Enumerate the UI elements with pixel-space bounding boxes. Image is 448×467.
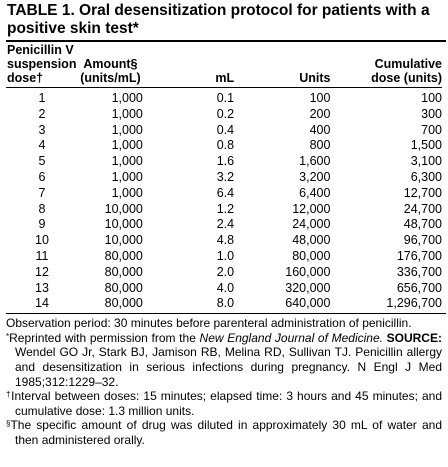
- table-row: [6, 265, 442, 281]
- cell-units: 800: [309, 138, 331, 153]
- footnote-asterisk: *Reprinted with permission from the New England Journal of Medicine. SOURCE: Wendel GO Jr, Stark BJ, Jamison RB, Melina RD, Sullivan TJ. Penicillin allergy and desensitization in serious infections during pregnancy. N Engl J Med 1985;312:1229–32.: [6, 330, 442, 389]
- cell-units: 160,000: [285, 264, 331, 279]
- cell-cumulative-dose: 176,700: [396, 248, 442, 263]
- table-row: [6, 88, 442, 107]
- table-row: [6, 170, 442, 186]
- table-notes: [6, 314, 442, 447]
- cell-cumulative-dose: 700: [421, 122, 442, 137]
- table-row: [6, 296, 442, 313]
- cell-cumulative-dose: 96,700: [403, 233, 442, 248]
- table-row: [6, 123, 442, 139]
- cell-ml: 0.1: [216, 91, 235, 105]
- cell-ml: 1.0: [216, 248, 235, 263]
- cell-dose-number: 13: [35, 280, 49, 295]
- table-row: [6, 154, 442, 170]
- cell-amount: 1,000: [111, 169, 143, 184]
- cell-ml: 8.0: [216, 296, 235, 311]
- cell-dose-number: 14: [35, 296, 49, 311]
- cell-cumulative-dose: 336,700: [396, 264, 442, 279]
- cell-dose-number: 2: [38, 106, 46, 121]
- cell-dose-number: 10: [35, 233, 49, 248]
- cell-units: 320,000: [285, 280, 331, 295]
- table-body: [6, 88, 442, 314]
- cell-units: 12,000: [292, 201, 331, 216]
- cell-units: 24,000: [292, 217, 331, 232]
- cell-dose-number: 9: [38, 217, 46, 232]
- cell-amount: 80,000: [104, 248, 143, 263]
- cell-amount: 80,000: [104, 296, 143, 311]
- observation-note: Observation period: 30 minutes before parenteral administration of penicillin.: [6, 316, 412, 331]
- cell-ml: 0.8: [216, 138, 235, 153]
- cell-ml: 6.4: [216, 185, 235, 200]
- cell-ml: 4.0: [216, 280, 235, 295]
- cell-units: 6,400: [299, 185, 331, 200]
- cell-units: 400: [309, 122, 331, 137]
- cell-amount: 1,000: [111, 185, 143, 200]
- table-row: [6, 107, 442, 123]
- cell-cumulative-dose: 300: [421, 106, 442, 121]
- header-suspension-dose: Penicillin V suspension dose†: [7, 43, 77, 85]
- cell-amount: 1,000: [111, 106, 143, 121]
- cell-dose-number: 7: [38, 185, 46, 200]
- cell-dose-number: 6: [38, 169, 46, 184]
- header-cumulative: Cumulative dose (units): [371, 57, 442, 85]
- table-row: [6, 138, 442, 154]
- cell-dose-number: 5: [38, 154, 46, 169]
- cell-amount: 1,000: [111, 138, 143, 153]
- cell-units: 640,000: [285, 296, 331, 311]
- table-header: [6, 42, 442, 88]
- cell-cumulative-dose: 24,700: [403, 201, 442, 216]
- table-row: [6, 233, 442, 249]
- cell-units: 1,600: [299, 154, 331, 169]
- cell-amount: 10,000: [104, 201, 143, 216]
- table-row: [6, 186, 442, 202]
- table-row: [6, 217, 442, 233]
- cell-dose-number: 3: [38, 122, 46, 137]
- cell-cumulative-dose: 100: [421, 91, 442, 105]
- cell-ml: 3.2: [216, 169, 235, 184]
- cell-cumulative-dose: 3,100: [410, 154, 442, 169]
- table-row: [6, 202, 442, 218]
- header-amount: Amount§ (units/mL): [80, 57, 141, 85]
- table-row: [6, 249, 442, 265]
- cell-cumulative-dose: 48,700: [403, 217, 442, 232]
- table-row: [6, 281, 442, 297]
- cell-amount: 80,000: [104, 280, 143, 295]
- cell-ml: 2.0: [216, 264, 235, 279]
- cell-amount: 80,000: [104, 264, 143, 279]
- cell-units: 3,200: [299, 169, 331, 184]
- cell-units: 200: [309, 106, 331, 121]
- cell-cumulative-dose: 656,700: [396, 280, 442, 295]
- cell-dose-number: 12: [35, 264, 49, 279]
- cell-amount: 1,000: [111, 154, 143, 169]
- cell-units: 100: [309, 91, 331, 105]
- cell-ml: 4.8: [216, 233, 235, 248]
- header-units: Units: [299, 71, 331, 85]
- cell-cumulative-dose: 1,500: [410, 138, 442, 153]
- cell-ml: 2.4: [216, 217, 235, 232]
- cell-amount: 10,000: [104, 217, 143, 232]
- protocol-table: [6, 42, 442, 313]
- cell-amount: 1,000: [111, 91, 143, 105]
- cell-ml: 0.2: [216, 106, 235, 121]
- cell-dose-number: 4: [38, 138, 46, 153]
- cell-dose-number: 11: [35, 248, 49, 263]
- footnote-section: §The specific amount of drug was diluted in approximately 30 mL of water and then administered orally.: [6, 418, 442, 447]
- footnote-dagger: †Interval between doses: 15 minutes; elapsed time: 3 hours and 45 minutes; and cumulative dose: 1.3 million units.: [6, 389, 442, 418]
- cell-cumulative-dose: 1,296,700: [386, 296, 442, 311]
- cell-units: 48,000: [292, 233, 331, 248]
- document-table-page: [6, 0, 446, 448]
- cell-ml: 1.2: [216, 201, 235, 216]
- cell-cumulative-dose: 12,700: [403, 185, 442, 200]
- cell-dose-number: 1: [38, 91, 46, 105]
- cell-ml: 0.4: [216, 122, 235, 137]
- cell-dose-number: 8: [38, 201, 46, 216]
- table-title: TABLE 1. Oral desensitization protocol for patients with a positive skin test*: [7, 2, 430, 37]
- cell-cumulative-dose: 6,300: [410, 169, 442, 184]
- header-ml: mL: [215, 71, 235, 85]
- cell-amount: 1,000: [111, 122, 143, 137]
- cell-amount: 10,000: [104, 233, 143, 248]
- cell-units: 80,000: [292, 248, 331, 263]
- cell-ml: 1.6: [216, 154, 235, 169]
